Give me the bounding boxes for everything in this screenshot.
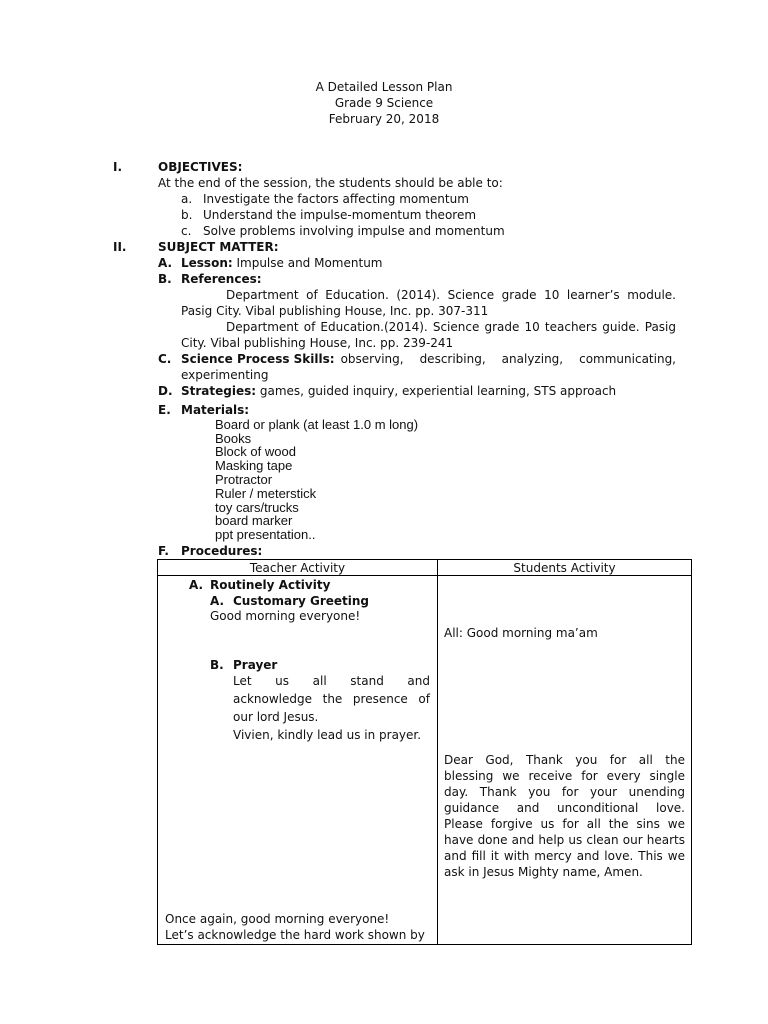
strategies-row [181, 383, 616, 399]
skills-value-line-2: experimenting [181, 368, 269, 382]
table-header-students: Students Activity [513, 561, 616, 575]
student-prayer-line: have done and help us clean our hearts [444, 833, 685, 847]
table-border-right [691, 559, 692, 945]
student-prayer-line: guidance and unconditional love. [444, 801, 685, 815]
closing-line-2: Let’s acknowledge the hard work shown by [165, 928, 425, 942]
section-numeral-subject-matter: II. [113, 240, 127, 254]
material-item: Books [215, 431, 252, 446]
lesson-value: Impulse and Momentum [236, 256, 383, 270]
skills-label: Science Process Skills: [181, 352, 335, 366]
section-heading-objectives: OBJECTIVES: [158, 160, 243, 174]
skills-letter: C. [158, 352, 172, 366]
reference-1-line-1: Department of Education. (2014). Science grade 10 learner’s module. [226, 288, 676, 302]
skills-value-line-1: observing, describing, analyzing, communicating, [340, 352, 676, 366]
objective-letter: c. [181, 224, 192, 238]
lesson-row [181, 255, 382, 271]
material-item: board marker [215, 513, 293, 528]
material-item: Ruler / meterstick [215, 486, 317, 501]
prayer-line-2: acknowledge the presence of [233, 692, 430, 706]
greeting-letter: A. [210, 594, 225, 608]
routine-letter: A. [189, 578, 204, 592]
objective-item: Investigate the factors affecting momentum [203, 192, 469, 206]
table-border-bottom [157, 944, 692, 945]
skills-row [181, 351, 676, 367]
procedures-letter: F. [158, 544, 169, 558]
document-date: February 20, 2018 [328, 112, 440, 126]
prayer-line-3: our lord Jesus. [233, 710, 319, 724]
objective-item: Solve problems involving impulse and momentum [203, 224, 505, 238]
material-item: Board or plank (at least 1.0 m long) [215, 417, 419, 432]
table-header-teacher: Teacher Activity [249, 561, 346, 575]
routine-label: Routinely Activity [210, 578, 331, 592]
prayer-letter: B. [210, 658, 224, 672]
strategies-letter: D. [158, 384, 173, 398]
student-prayer-line: Please forgive us for all the sins we [444, 817, 685, 831]
material-item: ppt presentation.. [215, 527, 316, 542]
teacher-greeting: Good morning everyone! [210, 609, 361, 623]
objective-letter: a. [181, 192, 193, 206]
student-prayer-line: Dear God, Thank you for all the [444, 753, 685, 767]
materials-letter: E. [158, 403, 171, 417]
material-item: toy cars/trucks [215, 500, 299, 515]
materials-label: Materials: [181, 403, 250, 417]
prayer-line-1: Let us all stand and [233, 674, 430, 688]
reference-1-line-2: Pasig City. Vibal publishing House, Inc. pp. 307-311 [181, 304, 489, 318]
material-item: Masking tape [215, 458, 293, 473]
section-heading-subject-matter: SUBJECT MATTER: [158, 240, 279, 254]
table-border-left [157, 559, 158, 945]
strategies-label: Strategies: [181, 384, 257, 398]
prayer-line-4: Vivien, kindly lead us in prayer. [233, 728, 422, 742]
references-label: References: [181, 272, 262, 286]
lesson-letter: A. [158, 256, 173, 270]
objective-item: Understand the impulse-momentum theorem [203, 208, 477, 222]
greeting-label: Customary Greeting [233, 594, 370, 608]
lesson-label: Lesson: [181, 256, 233, 270]
reference-2-line-1: Department of Education.(2014). Science grade 10 teachers guide. Pasig [226, 320, 676, 334]
student-greeting: All: Good morning ma’am [444, 626, 598, 640]
student-prayer-line: and fill it with mercy and love. This we [444, 849, 685, 863]
document-title: A Detailed Lesson Plan [315, 80, 453, 94]
student-prayer-line: day. Thank you for your unending [444, 785, 685, 799]
document-grade: Grade 9 Science [334, 96, 434, 110]
procedures-label: Procedures: [181, 544, 263, 558]
objective-letter: b. [181, 208, 193, 222]
student-prayer-line: ask in Jesus Mighty name, Amen. [444, 865, 643, 879]
prayer-label: Prayer [233, 658, 278, 672]
strategies-value: games, guided inquiry, experiential learning, STS approach [259, 384, 617, 398]
material-item: Protractor [215, 472, 273, 487]
closing-line-1: Once again, good morning everyone! [165, 912, 390, 926]
student-prayer-line: blessing we receive for every single [444, 769, 685, 783]
section-numeral-objectives: I. [113, 160, 123, 174]
reference-2-line-2: City. Vibal publishing House, Inc. pp. 239-241 [181, 336, 454, 350]
material-item: Block of wood [215, 444, 296, 459]
table-column-divider [437, 559, 438, 945]
objectives-intro: At the end of the session, the students should be able to: [158, 176, 503, 190]
references-letter: B. [158, 272, 172, 286]
